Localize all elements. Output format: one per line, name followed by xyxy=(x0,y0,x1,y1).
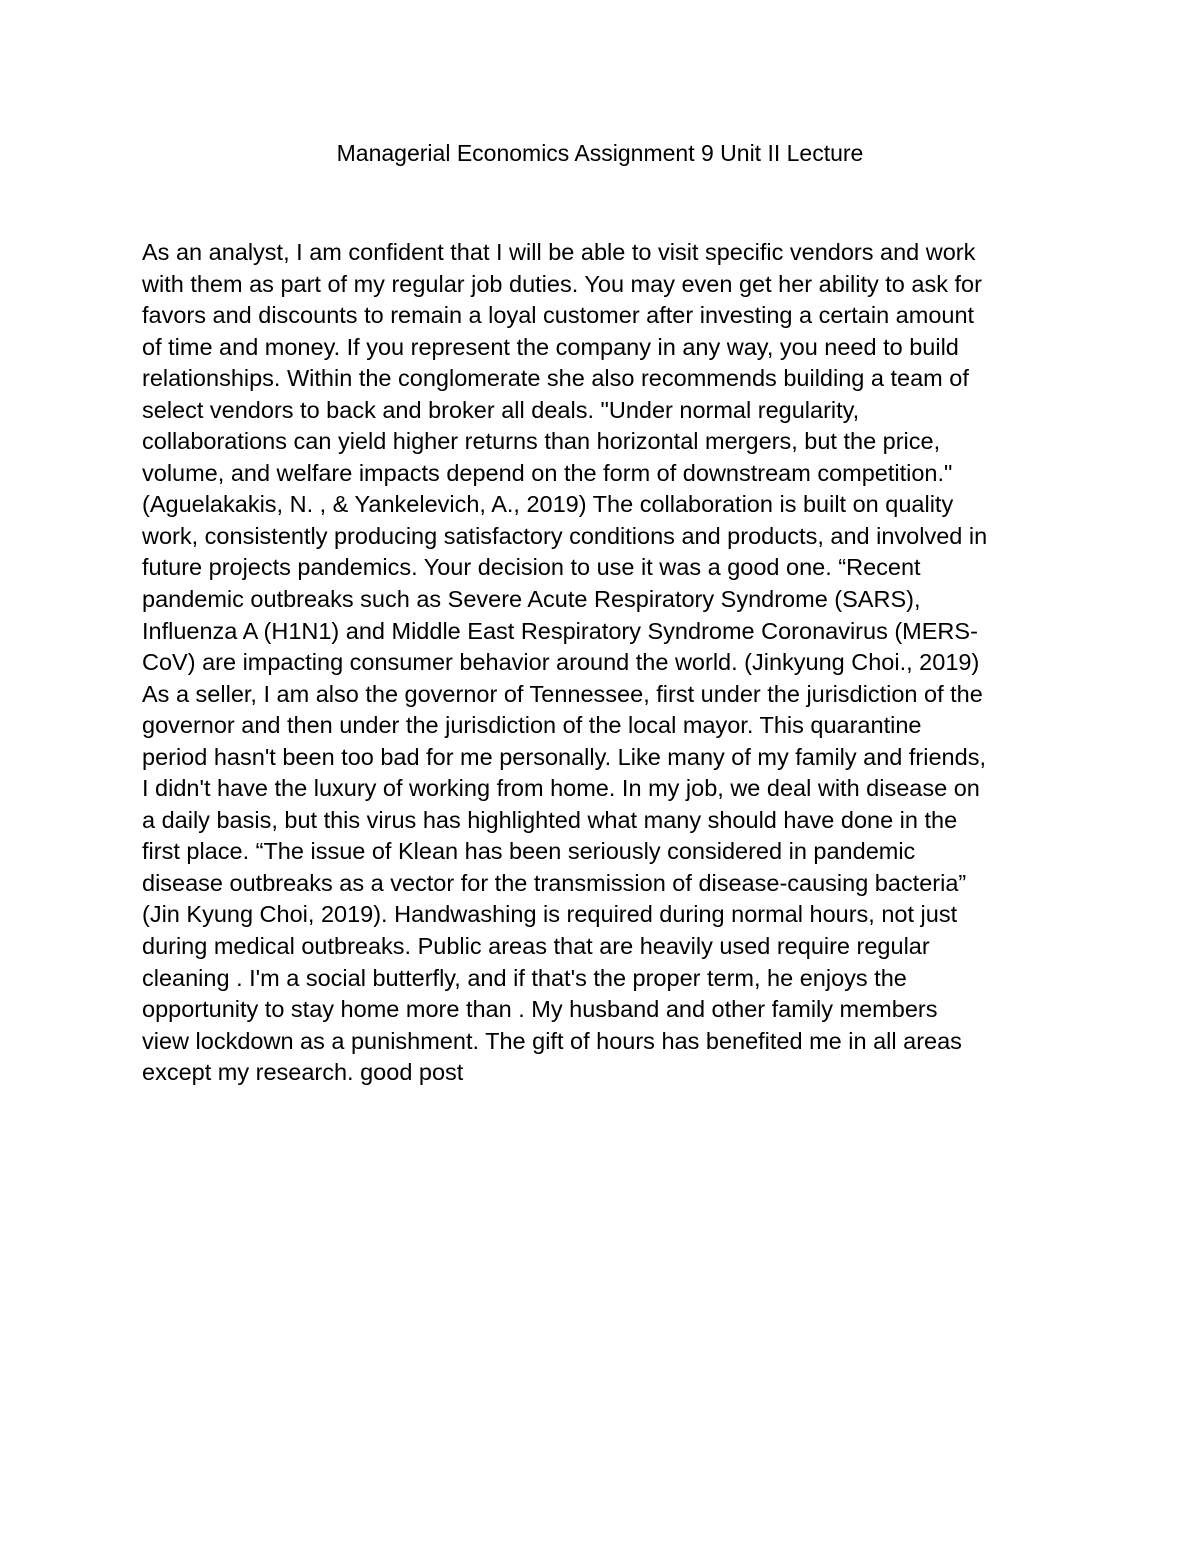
body-line: view lockdown as a punishment. The gift of hours has benefited me in all areas xyxy=(142,1027,962,1054)
document-title: Managerial Economics Assignment 9 Unit II Lecture xyxy=(336,140,864,166)
body-line: (Aguelakakis, N. , & Yankelevich, A., 2019) The collaboration is built on quality xyxy=(142,491,954,518)
body-line: a daily basis, but this virus has highlighted what many should have done in the xyxy=(142,806,958,833)
body-line: select vendors to back and broker all deals. "Under normal regularity, xyxy=(142,396,860,423)
body-line: I didn't have the luxury of working from home. In my job, we deal with disease on xyxy=(142,775,980,802)
body-line: with them as part of my regular job duties. You may even get her ability to ask for xyxy=(142,270,982,297)
body-line: disease outbreaks as a vector for the transmission of disease-causing bacteria” xyxy=(142,869,967,896)
body-line: governor and then under the jurisdiction of the local mayor. This quarantine xyxy=(142,712,922,739)
body-line: favors and discounts to remain a loyal customer after investing a certain amount xyxy=(142,302,975,329)
body-line: first place. “The issue of Klean has been seriously considered in pandemic xyxy=(142,838,916,865)
body-line: relationships. Within the conglomerate she also recommends building a team of xyxy=(142,365,969,392)
body-line: during medical outbreaks. Public areas that are heavily used require regular xyxy=(142,933,930,960)
document-body xyxy=(142,237,1082,1089)
body-line: As a seller, I am also the governor of Tennessee, first under the jurisdiction of the xyxy=(142,680,983,707)
body-line: volume, and welfare impacts depend on the form of downstream competition." xyxy=(142,459,953,486)
body-line: future projects pandemics. Your decision to use it was a good one. “Recent xyxy=(142,554,921,581)
body-line: pandemic outbreaks such as Severe Acute Respiratory Syndrome (SARS), xyxy=(142,586,921,613)
body-line: except my research. good post xyxy=(142,1059,464,1086)
body-line: period hasn't been too bad for me personally. Like many of my family and friends, xyxy=(142,743,986,770)
body-line: opportunity to stay home more than . My husband and other family members xyxy=(142,996,938,1023)
body-line: of time and money. If you represent the company in any way, you need to build xyxy=(142,333,959,360)
body-line: CoV) are impacting consumer behavior around the world. (Jinkyung Choi., 2019) xyxy=(142,649,980,676)
body-line: cleaning . I'm a social butterfly, and if that's the proper term, he enjoys the xyxy=(142,964,907,991)
body-line: work, consistently producing satisfactory conditions and products, and involved in xyxy=(142,522,988,549)
body-line: (Jin Kyung Choi, 2019). Handwashing is required during normal hours, not just xyxy=(142,901,958,928)
body-line: As an analyst, I am confident that I will be able to visit specific vendors and work xyxy=(142,239,976,265)
body-line: collaborations can yield higher returns than horizontal mergers, but the price, xyxy=(142,428,941,455)
body-line: Influenza A (H1N1) and Middle East Respiratory Syndrome Coronavirus (MERS- xyxy=(142,617,978,644)
